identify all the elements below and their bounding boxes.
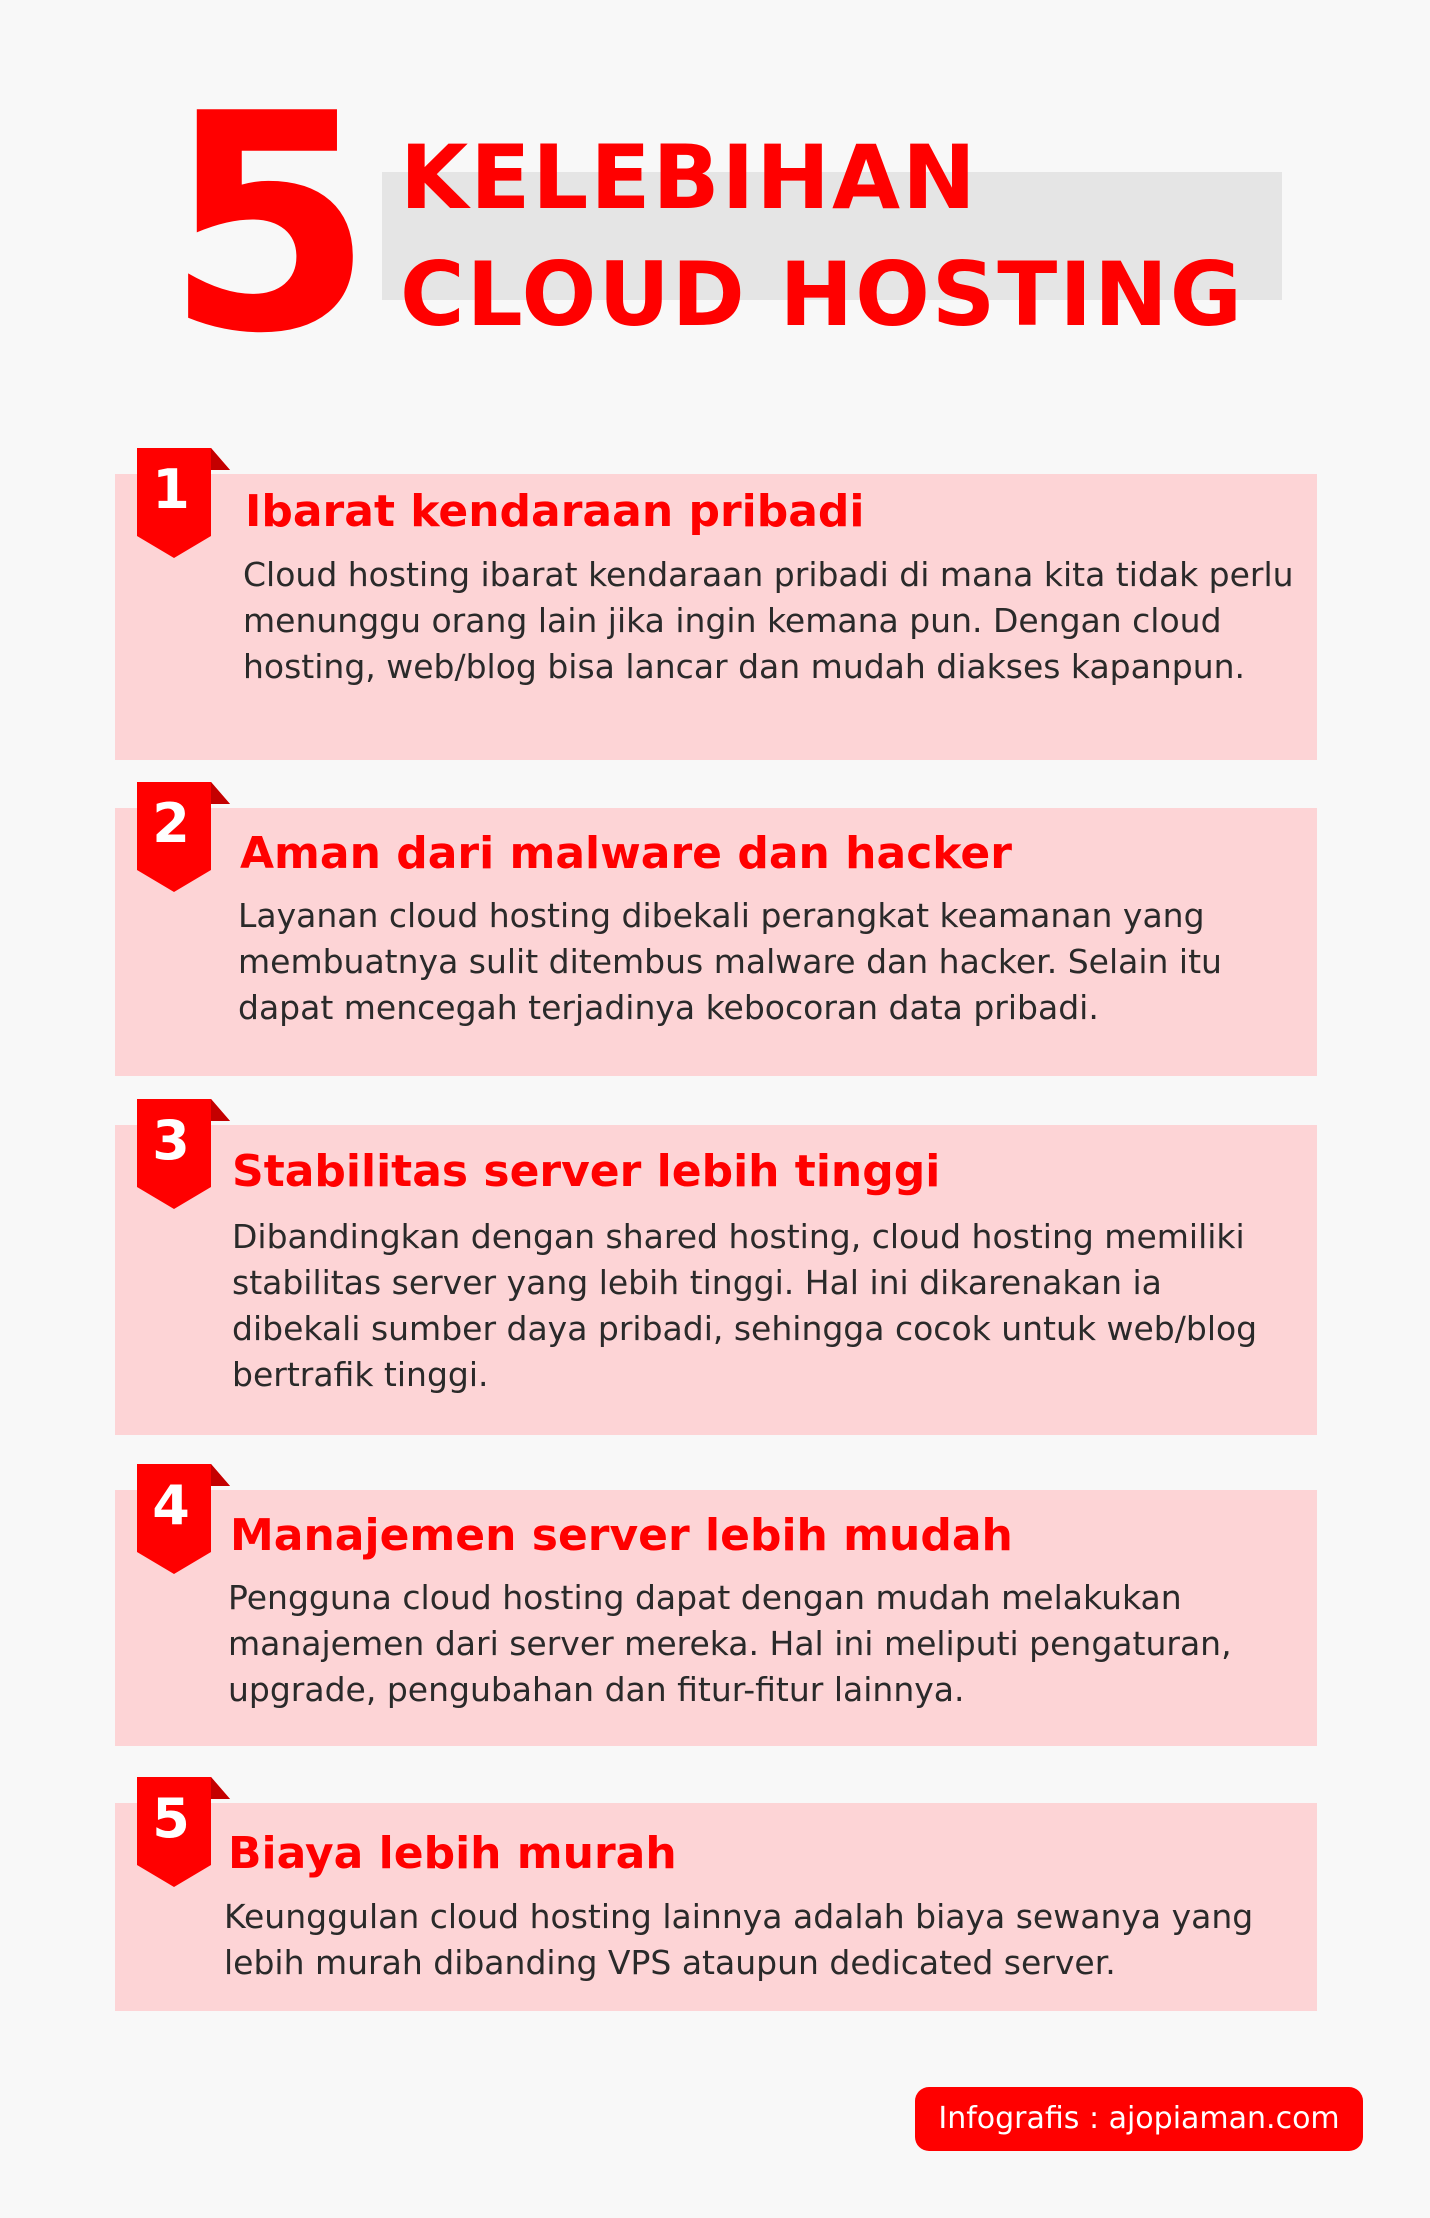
badge-number: 2: [152, 792, 190, 855]
benefit-title-2: Aman dari malware dan hacker: [240, 828, 1012, 879]
benefit-title-5: Biaya lebih murah: [228, 1828, 677, 1879]
number-badge-3: [137, 1099, 230, 1209]
number-badge-2: [137, 782, 230, 892]
footer-credit: Infografis : ajopiaman.com: [915, 2087, 1363, 2151]
title-line-1: KELEBIHAN: [400, 126, 978, 229]
badge-number: 4: [152, 1474, 190, 1537]
benefit-title-1: Ibarat kendaraan pribadi: [245, 486, 865, 537]
header-number: 5: [165, 50, 368, 399]
benefit-title-4: Manajemen server lebih mudah: [230, 1510, 1013, 1561]
badge-number: 5: [152, 1787, 190, 1850]
benefit-text-1: Cloud hosting ibarat kendaraan pribadi di mana kita tidak perlu menunggu orang lain jika ingin kemana pun. Dengan cloud hosting, web/blog bisa lancar dan mudah diakses kapanpun.: [243, 555, 1294, 686]
number-badge-1: [137, 448, 230, 558]
title-line-2: CLOUD HOSTING: [400, 243, 1244, 346]
benefit-text-5: Keunggulan cloud hosting lainnya adalah biaya sewanya yang lebih murah dibanding VPS ataupun dedicated server.: [224, 1897, 1254, 1982]
benefit-text-4: Pengguna cloud hosting dapat dengan mudah melakukan manajemen dari server mereka. Hal ini meliputi pengaturan, upgrade, pengubahan dan fitur-fitur lainnya.: [228, 1578, 1232, 1709]
benefit-text-2: Layanan cloud hosting dibekali perangkat keamanan yang membuatnya sulit ditembus malware dan hacker. Selain itu dapat mencegah terjadinya kebocoran data pribadi.: [238, 896, 1222, 1027]
benefit-text-3: Dibandingkan dengan shared hosting, cloud hosting memiliki stabilitas server yang lebih tinggi. Hal ini dikarenakan ia dibekali sumber daya pribadi, sehingga cocok untuk web/blog bertrafik tinggi.: [232, 1217, 1258, 1394]
header: [0, 0, 1430, 400]
badge-number: 3: [152, 1109, 190, 1172]
badge-number: 1: [152, 458, 190, 521]
number-badge-4: [137, 1464, 230, 1574]
number-badge-5: [137, 1777, 230, 1887]
benefit-title-3: Stabilitas server lebih tinggi: [232, 1146, 941, 1197]
